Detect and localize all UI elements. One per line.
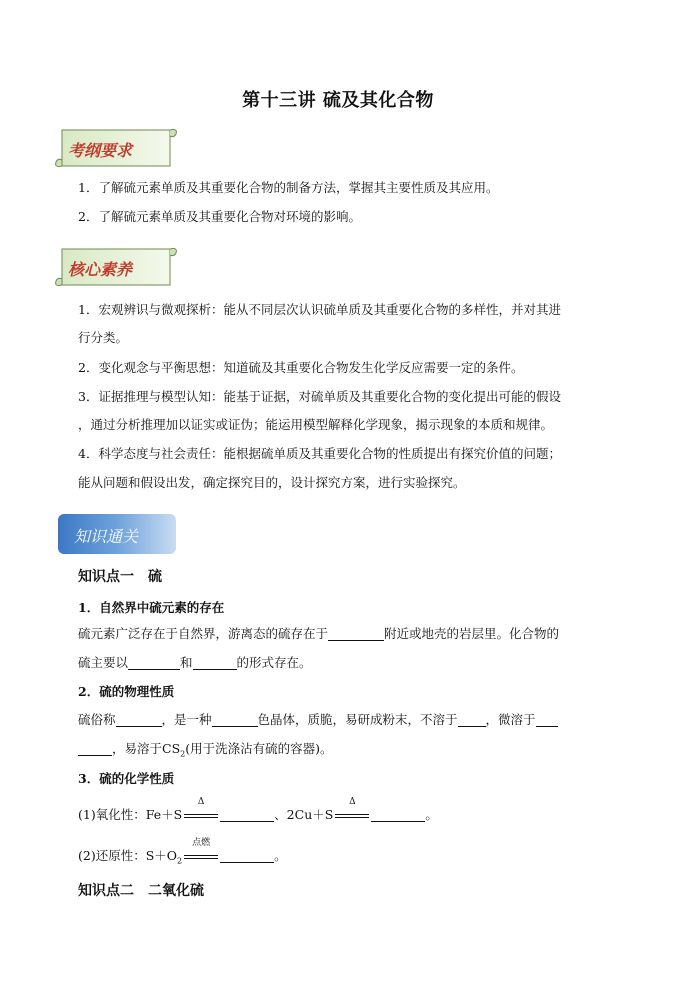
physical-properties-line-2: ，易溶于$CS_2$(用于洗涤沾有硫的容器)。: [78, 735, 623, 768]
heading-sulfur-in-nature: 1．自然界中硫元素的存在: [78, 600, 225, 615]
answer-blank: [78, 741, 112, 756]
banner-exam-requirements: [54, 124, 180, 172]
double-line-condition: Δ: [335, 807, 369, 823]
oxidizing-reaction-line: (1)氧化性：Fe＋S Δ 、2Cu＋S Δ 。: [78, 797, 438, 822]
heading-chemical-properties: 3．硫的化学性质: [78, 771, 175, 786]
core-1a: 1．宏观辨识与微观探析：能从不同层次认识硫单质及其重要化合物的多样性，并对其进: [78, 302, 561, 317]
answer-blank: [458, 712, 486, 727]
core-1b: 行分类。: [78, 330, 129, 345]
answer-blank: [536, 712, 558, 727]
heading-physical-properties: 2．硫的物理性质: [78, 684, 175, 699]
section-tab-label: 知识通关: [74, 527, 139, 546]
answer-blank: [193, 655, 237, 670]
core-3a: 3．证据推理与模型认知：能基于证据，对硫单质及其重要化合物的变化提出可能的假设: [78, 389, 561, 404]
answer-blank: [128, 655, 180, 670]
core-3b: ，通过分析推理加以证实或证伪；能运用模型解释化学现象，揭示现象的本质和规律。: [78, 417, 554, 432]
section-tab-knowledge: [58, 514, 176, 554]
answer-blank: [220, 807, 274, 822]
answer-blank: [116, 712, 162, 727]
knowledge-point-2: 知识点二 二氧化硫: [78, 883, 204, 899]
banner-label: 考纲要求: [68, 141, 133, 160]
banner-core-literacy: [54, 243, 180, 291]
knowledge-point-1: 知识点一 硫: [78, 569, 162, 585]
reducing-reaction-line: (2)还原性：$S+O_2$ 点燃 。: [78, 838, 287, 866]
requirement-1: 1．了解硫元素单质及其重要化合物的制备方法，掌握其主要性质及其应用。: [78, 180, 499, 195]
physical-properties-line-1: 硫俗称 ，是一种 色晶体，质脆，易研成粉末，不溶于 ，微溶于: [78, 706, 623, 733]
double-line-condition: 点燃: [184, 848, 218, 864]
core-4a: 4．科学态度与社会责任：能根据硫单质及其重要化合物的性质提出有探究价值的问题；: [78, 446, 561, 461]
page-title: 第十三讲 硫及其化合物: [242, 90, 434, 111]
answer-blank: [220, 848, 274, 863]
core-4b: 能从问题和假设出发，确定探究目的，设计探究方案，进行实验探究。: [78, 475, 466, 490]
answer-blank: [212, 712, 258, 727]
answer-blank: [328, 626, 384, 641]
banner-label: 核心素养: [68, 260, 133, 279]
answer-blank: [371, 807, 425, 822]
double-line-condition: Δ: [184, 807, 218, 823]
sulfur-nature-line-1: 硫元素广泛存在于自然界，游离态的硫存在于 附近或地壳的岩层里。化合物的: [78, 626, 560, 641]
sulfur-nature-line-2: 硫主要以 和 的形式存在。: [78, 655, 312, 670]
core-2: 2．变化观念与平衡思想：知道硫及其重要化合物发生化学反应需要一定的条件。: [78, 360, 524, 375]
requirement-2: 2．了解硫元素单质及其重要化合物对环境的影响。: [78, 209, 361, 224]
